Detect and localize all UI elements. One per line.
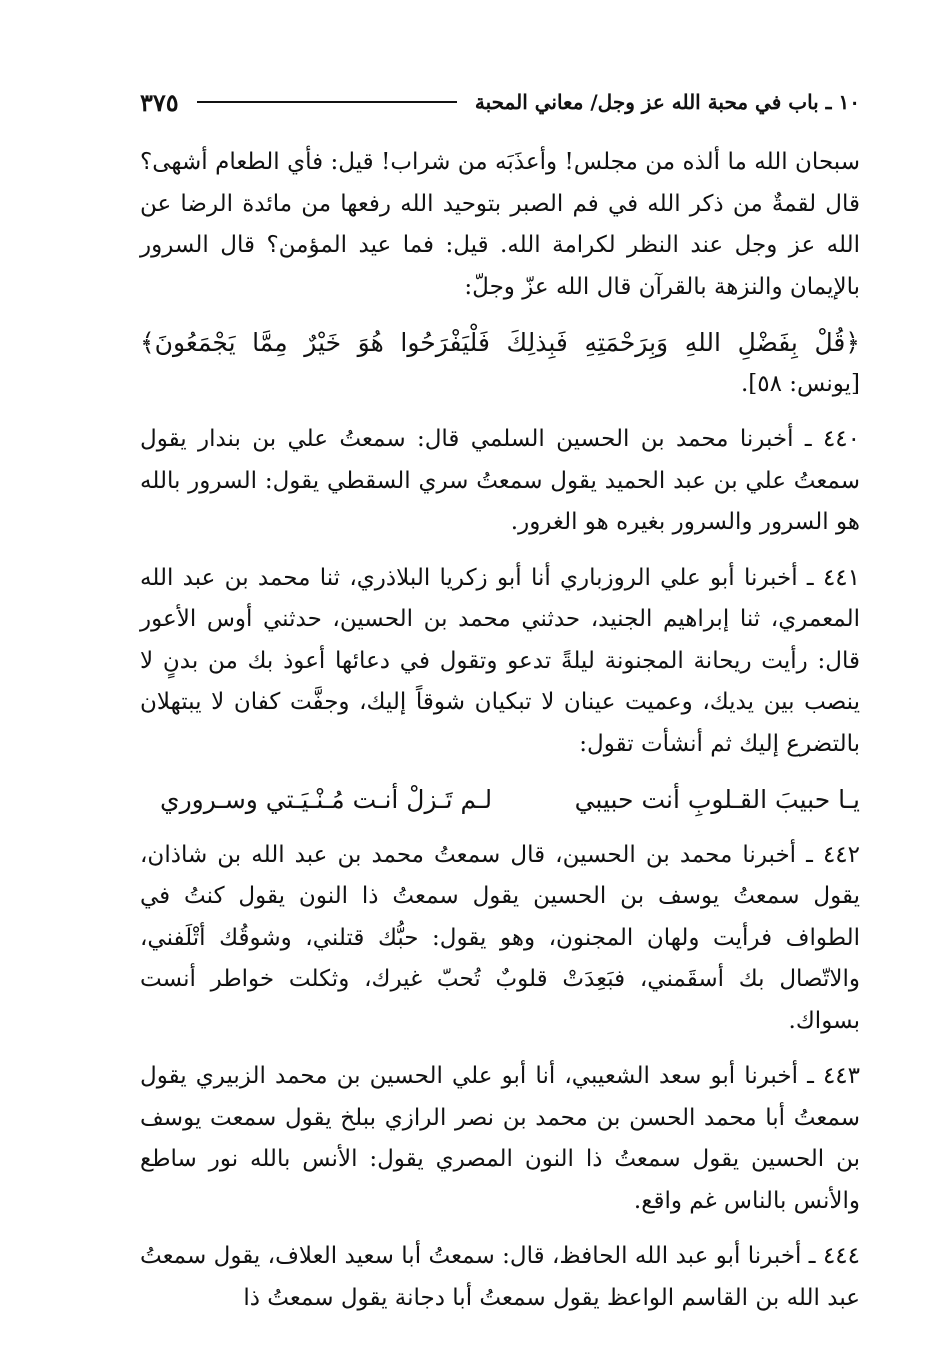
- verse-citation: [يونس: ٥٨].: [740, 370, 860, 397]
- poem-first-hemistich: يـا حبيبَ القـلوبِ أنت حبيبي: [574, 785, 860, 814]
- page-header: [140, 82, 860, 122]
- paragraph-441: ٤٤١ ـ أخبرنا أبو علي الروزباري أنا أبو زكريا البلاذري، ثنا محمد بن عبد الله المعمري، ثنا إبراهيم الجنيد، حدثني محمد بن الحسين، حدثني أوس الأعور قال: رأيت ريحانة المجنونة ليلةً تدعو وتقول في دعائها أعوذ بك من بدنٍ لا ينصب بين يديك، وعميت عينان لا تبكيان شوقاً إليك، وجفَّت كفان لا يبتهلان بالتضرع إليك ثم أنشأت تقول:: [140, 564, 860, 757]
- running-title: ١٠ ـ باب في محبة الله عز وجل/ معاني المحبة: [474, 90, 860, 114]
- paragraph-440: ٤٤٠ ـ أخبرنا محمد بن الحسين السلمي قال: سمعتُ علي بن بندار يقول سمعتُ علي بن عبد الحميد يقول سمعتُ سري السقطي يقول: السرور بالله هو السرور والسرور بغيره هو الغرور.: [140, 426, 860, 535]
- quran-verse: ﴿قُلْ بِفَضْلِ اللهِ وَبِرَحْمَتِهِ فَبِذلِكَ فَلْيَفْرَحُوا هُوَ خَيْرٌ مِمَّا يَجْمَعُونَ﴾: [140, 328, 860, 357]
- poetry-line: [140, 779, 860, 821]
- paragraph-444: ٤٤٤ ـ أخبرنا أبو عبد الله الحافظ، قال: سمعتُ أبا سعيد العلاف، يقول سمعتُ عبد الله بن القاسم الواعظ يقول سمعتُ أبا دجانة يقول سمعتُ ذا: [140, 1243, 860, 1311]
- paragraph-443: ٤٤٣ ـ أخبرنا أبو سعد الشعيبي، أنا أبو علي الحسين بن محمد الزبيري يقول سمعتُ أبا محمد الحسن بن محمد بن نصر الرازي ببلخ يقول سمعت يوسف بن الحسين يقول سمعتُ ذا النون المصري يقول: الأنس بالله نور ساطع والأنس بالناس غم واقع.: [140, 1063, 860, 1214]
- header-rule: [197, 101, 457, 103]
- body-text: [140, 142, 860, 1333]
- paragraph-442: ٤٤٢ ـ أخبرنا محمد بن الحسين، قال سمعتُ محمد بن عبد الله بن شاذان، يقول سمعتُ يوسف بن الحسين يقول سمعتُ ذا النون يقول كنتُ في الطواف فرأيت ولهان المجنون، وهو يقول: حبُّك قتلني، وشوقُك أتْلَفني، والاتّصال بك أسقَمني، فبَعِدَتْ قلوبٌ تُحبّ غيرك، وثكلت خواطر أنست بسواك.: [140, 841, 860, 1034]
- page-number: ٣٧٥: [140, 87, 179, 117]
- poem-second-hemistich: لـم تَـزلْ أنـت مُـنْـيَـتي وسـروري: [160, 785, 493, 814]
- paragraph-intro: سبحان الله ما ألذه من مجلس! وأعذَبَه من شراب! قيل: فأي الطعام أشهى؟ قال لقمةٌ من ذكر الله في فم الصبر بتوحيد الله رفعها من مائدة الرضا عن الله عز وجل عند النظر لكرامة الله. قيل: فما عيد المؤمن؟ قال السرور بالإيمان والنزهة بالقرآن قال الله عزّ وجلّ:: [140, 149, 860, 300]
